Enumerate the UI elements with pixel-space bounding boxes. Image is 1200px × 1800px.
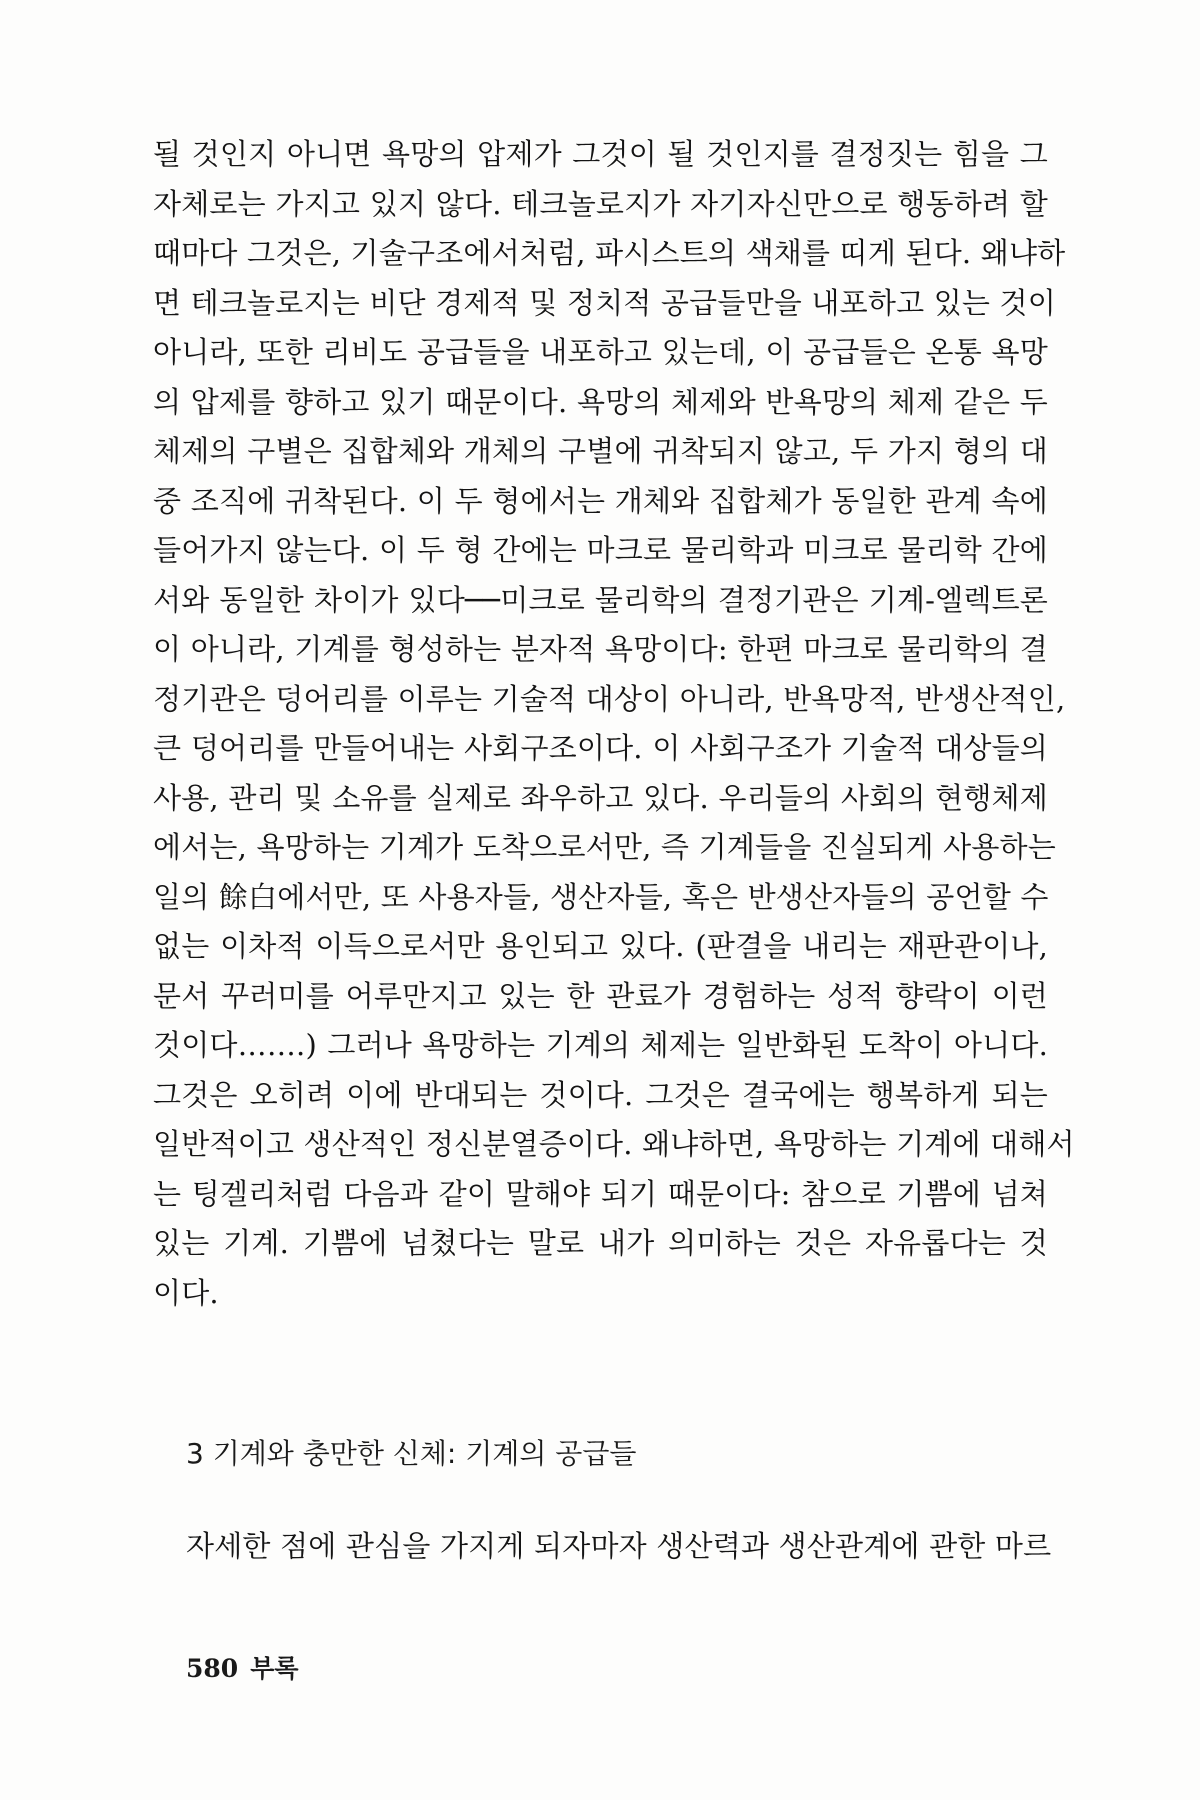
text-line: 있는 기계. 기쁨에 넘쳤다는 말로 내가 의미하는 것은 자유롭다는 것 xyxy=(153,1226,1048,1260)
text-line: 정기관은 덩어리를 이루는 기술적 대상이 아니라, 반욕망적, 반생산적인, xyxy=(153,681,1066,716)
text-line: 아니라, 또한 리비도 공급들을 내포하고 있는데, 이 공급들은 온통 욕망 xyxy=(153,335,1048,369)
running-section-title: 부록 xyxy=(250,1654,299,1683)
text-line: 들어가지 않는다. 이 두 형 간에는 마크로 물리학과 미크로 물리학 간에 xyxy=(153,533,1048,567)
text-line: 체제의 구별은 집합체와 개체의 구별에 귀착되지 않고, 두 가지 형의 대 xyxy=(153,434,1048,468)
text-line: 면 테크놀로지는 비단 경제적 및 정치적 공급들만을 내포하고 있는 것이 xyxy=(153,285,1056,320)
body-paragraph xyxy=(153,130,1075,1318)
text-line: 문서 꾸러미를 어루만지고 있는 한 관료가 경험하는 성적 향락이 이런 xyxy=(153,978,1048,1013)
text-line: 없는 이차적 이득으로서만 용인되고 있다. (판결을 내리는 재판관이나, xyxy=(153,929,1048,963)
text-line: 의 압제를 향하고 있기 때문이다. 욕망의 체제와 반욕망의 체제 같은 두 xyxy=(153,384,1048,419)
page-number: 580 xyxy=(186,1654,239,1683)
section-heading: 3 기계와 충만한 신체: 기계의 공급들 xyxy=(186,1437,637,1470)
text-line: 자체로는 가지고 있지 않다. 테크놀로지가 자기자신만으로 행동하려 할 xyxy=(153,186,1048,221)
text-line: 큰 덩어리를 만들어내는 사회구조이다. 이 사회구조가 기술적 대상들의 xyxy=(153,731,1048,765)
text-line: 는 팅겔리처럼 다음과 같이 말해야 되기 때문이다: 참으로 기쁨에 넘쳐 xyxy=(153,1176,1048,1211)
text-line: 중 조직에 귀착된다. 이 두 형에서는 개체와 집합체가 동일한 관계 속에 xyxy=(153,483,1048,518)
text-line: 될 것인지 아니면 욕망의 압제가 그것이 될 것인지를 결정짓는 힘을 그 xyxy=(153,137,1048,171)
text-line: 자세한 점에 관심을 가지게 되자마자 생산력과 생산관계에 관한 마르 xyxy=(186,1529,1052,1563)
text-line: 것이다…….) 그러나 욕망하는 기계의 체제는 일반화된 도착이 아니다. xyxy=(153,1028,1048,1062)
text-line: 이 아니라, 기계를 형성하는 분자적 욕망이다: 한편 마크로 물리학의 결 xyxy=(153,632,1048,666)
text-line: 그것은 오히려 이에 반대되는 것이다. 그것은 결국에는 행복하게 되는 xyxy=(153,1077,1048,1112)
text-line: 에서는, 욕망하는 기계가 도착으로서만, 즉 기계들을 진실되게 사용하는 xyxy=(153,830,1056,864)
text-line: 일의 餘白에서만, 또 사용자들, 생산자들, 혹은 반생산자들의 공언할 수 xyxy=(153,879,1049,914)
text-line: 사용, 관리 및 소유를 실제로 좌우하고 있다. 우리들의 사회의 현행체제 xyxy=(153,780,1048,815)
text-line: 서와 동일한 차이가 있다──미크로 물리학의 결정기관은 기계-엘렉트론 xyxy=(153,582,1048,617)
text-line: 일반적이고 생산적인 정신분열증이다. 왜냐하면, 욕망하는 기계에 대해서 xyxy=(153,1127,1075,1161)
text-line: 이다. xyxy=(153,1275,219,1310)
page-footer xyxy=(186,1652,299,1686)
next-paragraph xyxy=(186,1522,1052,1572)
text-line: 때마다 그것은, 기술구조에서처럼, 파시스트의 색채를 띠게 된다. 왜냐하 xyxy=(153,236,1066,270)
